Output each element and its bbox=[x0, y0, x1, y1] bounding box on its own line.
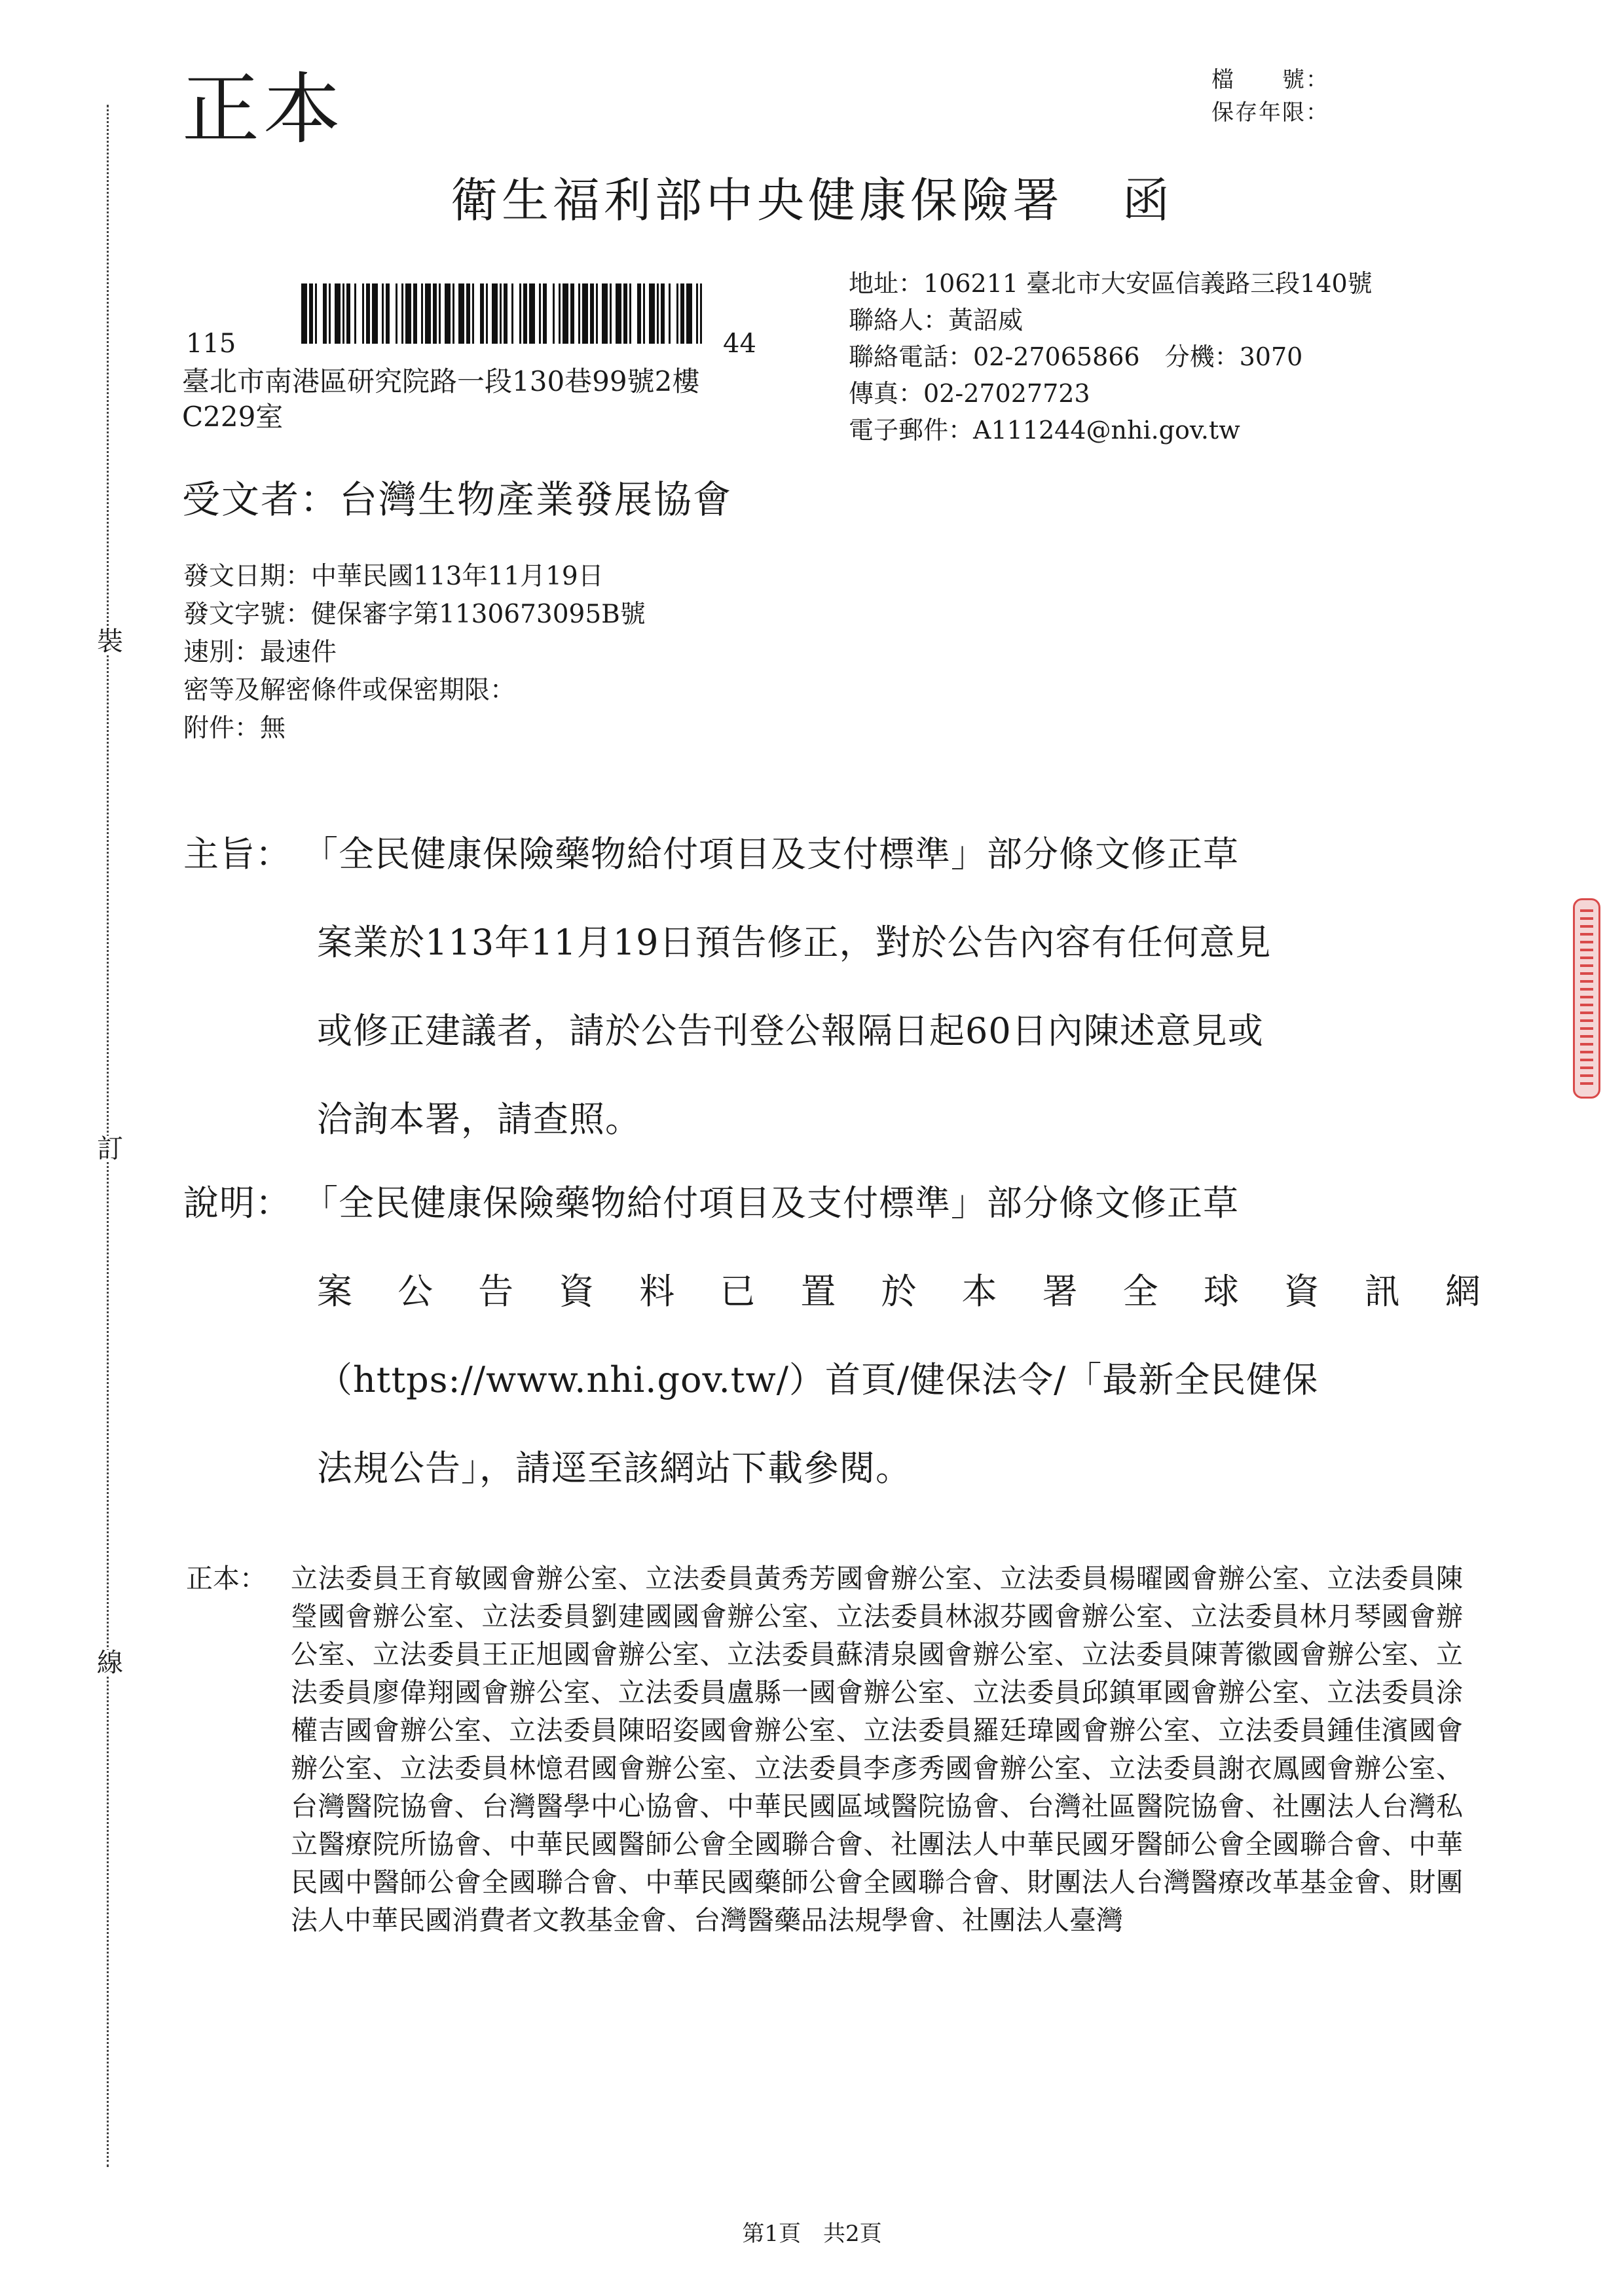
barcode-bar bbox=[523, 283, 527, 344]
contact-fax: 傳真：02-27027723 bbox=[849, 379, 1090, 408]
barcode-bar bbox=[582, 283, 588, 344]
explanation-char: 網 bbox=[1445, 1271, 1481, 1312]
zip-left: 115 bbox=[186, 329, 236, 359]
barcode-bar bbox=[643, 283, 645, 344]
barcode-bar bbox=[421, 283, 423, 344]
barcode-bar bbox=[623, 283, 627, 344]
attachment: 附件：無 bbox=[183, 714, 286, 743]
barcode-bar bbox=[346, 283, 350, 344]
barcode-bar bbox=[661, 283, 665, 344]
explanation-char: 案 bbox=[317, 1271, 353, 1312]
barcode-bar bbox=[472, 283, 474, 344]
document-meta bbox=[183, 558, 646, 748]
barcode-bar bbox=[480, 283, 484, 344]
explanation-char: 置 bbox=[800, 1271, 837, 1312]
archive-retention: 保存年限： bbox=[1211, 100, 1329, 126]
explanation-char: 公 bbox=[397, 1271, 434, 1312]
barcode-bar bbox=[669, 283, 671, 344]
barcode-bar bbox=[590, 283, 594, 344]
explanation-line: （https://www.nhi.gov.tw/）首頁/健保法令/「最新全民健保 bbox=[317, 1359, 1319, 1400]
barcode-bar bbox=[504, 283, 507, 344]
explanation-line: 「全民健康保險藥物給付項目及支付標準」部分條文修正草 bbox=[303, 1182, 1239, 1224]
recipient: 受文者：台灣生物產業發展協會 bbox=[182, 477, 733, 522]
binding-mark-zhuang: 裝 bbox=[97, 627, 123, 657]
subject-line: 案業於113年11月19日預告修正，對於公告內容有任何意見 bbox=[317, 922, 1272, 963]
contact-info bbox=[849, 265, 1373, 448]
barcode-bar bbox=[649, 283, 655, 344]
issue-date: 發文日期：中華民國113年11月19日 bbox=[183, 562, 604, 591]
barcode-bar bbox=[342, 283, 344, 344]
agency-name: 衛生福利部中央健康保險署 bbox=[450, 173, 1063, 228]
binding-mark-xian: 線 bbox=[97, 1648, 123, 1678]
explanation-char: 球 bbox=[1203, 1271, 1240, 1312]
subject-label: 主旨： bbox=[183, 833, 291, 875]
barcode-bar bbox=[433, 283, 437, 344]
barcode-bar bbox=[335, 283, 341, 344]
explanation-line-justified bbox=[317, 1264, 1481, 1314]
barcode-bar bbox=[301, 283, 307, 344]
zip-right: 44 bbox=[723, 329, 756, 359]
barcode-bar bbox=[445, 283, 451, 344]
barcode-bar bbox=[413, 283, 417, 344]
barcode-bar bbox=[637, 283, 641, 344]
urgency: 速別：最速件 bbox=[183, 638, 337, 667]
document-title bbox=[0, 173, 1624, 228]
barcode-bar bbox=[466, 283, 470, 344]
barcode-bar bbox=[425, 283, 431, 344]
explanation-label: 說明： bbox=[183, 1182, 291, 1224]
barcode-bar bbox=[354, 283, 356, 344]
document-number: 發文字號：健保審字第1130673095B號 bbox=[183, 600, 646, 629]
barcode-bar bbox=[396, 283, 397, 344]
explanation-line: 法規公告」，請逕至該網站下載參閱。 bbox=[317, 1448, 912, 1489]
archive-file-number: 檔 號： bbox=[1211, 67, 1329, 93]
barcode-bar bbox=[676, 283, 678, 344]
barcode-bar bbox=[315, 283, 317, 344]
barcode-bar bbox=[511, 283, 513, 344]
explanation-char: 於 bbox=[881, 1271, 917, 1312]
document-kind: 函 bbox=[1122, 173, 1174, 228]
barcode-bar bbox=[486, 283, 488, 344]
explanation-char: 本 bbox=[961, 1271, 998, 1312]
barcode-bar bbox=[405, 283, 411, 344]
contact-email: 電子郵件：A111244@nhi.gov.tw bbox=[849, 416, 1240, 445]
barcode-bar bbox=[309, 283, 313, 344]
binding-mark-ding: 訂 bbox=[97, 1134, 123, 1164]
barcode bbox=[301, 283, 702, 344]
explanation-char: 告 bbox=[478, 1271, 515, 1312]
barcode-bar bbox=[616, 283, 621, 344]
barcode-bar bbox=[563, 283, 568, 344]
explanation-char: 料 bbox=[639, 1271, 676, 1312]
recipient-address bbox=[182, 364, 804, 435]
barcode-bar bbox=[372, 283, 378, 344]
sender-address: 地址：106211 臺北市大安區信義路三段140號 bbox=[849, 269, 1373, 298]
barcode-bar bbox=[657, 283, 659, 344]
barcode-bar bbox=[578, 283, 580, 344]
barcode-bar bbox=[539, 283, 541, 344]
subject-line: 或修正建議者，請於公告刊登公報隔日起60日內陳述意見或 bbox=[317, 1010, 1264, 1051]
page-number: 第1頁 共2頁 bbox=[742, 2221, 882, 2247]
copies-label: 正本： bbox=[186, 1563, 267, 1594]
copies-list: 立法委員王育敏國會辦公室、立法委員黃秀芳國會辦公室、立法委員楊曜國會辦公室、立法委員陳瑩國會辦公室、立法委員劉建國國會辦公室、立法委員林淑芬國會辦公室、立法委員林月琴國會辦公室、立法委員王正旭國會辦公室、立法委員蘇清泉國會辦公室、立法委員陳菁徽國會辦公室、立法委員廖偉翔國會辦公室、立法委員盧縣一國會辦公室、立法委員邱鎮軍國會辦公室、立法委員涂權吉國會辦公室、立法委員陳昭姿國會辦公室、立法委員羅廷瑋國會辦公室、立法委員鍾佳濱國會辦公室、立法委員林憶君國會辦公室、立法委員李彥秀國會辦公室、立法委員謝衣鳳國會辦公室、台灣醫院協會、台灣醫學中心協會、中華民國區域醫院協會、台灣社區醫院協會、社團法人台灣私立醫療院所協會、中華民國醫師公會全國聯合會、社團法人中華民國牙醫師公會全國聯合會、中華民國中醫師公會全國聯合會、中華民國藥師公會全國聯合會、財團法人台灣醫療改革基金會、財團法人中華民國消費者文教基金會、台灣醫藥品法規學會、社團法人臺灣 bbox=[291, 1563, 1463, 1936]
explanation-char: 資 bbox=[559, 1271, 595, 1312]
contact-person: 聯絡人：黃詔威 bbox=[849, 306, 1024, 335]
barcode-bar bbox=[452, 283, 454, 344]
barcode-bar bbox=[492, 283, 498, 344]
explanation-char: 訊 bbox=[1364, 1271, 1401, 1312]
barcode-bar bbox=[596, 283, 598, 344]
barcode-bar bbox=[629, 283, 631, 344]
explanation-char: 已 bbox=[720, 1271, 756, 1312]
explanation-char: 署 bbox=[1042, 1271, 1079, 1312]
barcode-bar bbox=[680, 283, 684, 344]
barcode-bar bbox=[362, 283, 364, 344]
barcode-bar bbox=[366, 283, 370, 344]
barcode-bar bbox=[570, 283, 574, 344]
subject-line: 洽詢本署，請查照。 bbox=[317, 1099, 641, 1140]
barcode-bar bbox=[439, 283, 441, 344]
barcode-bar bbox=[610, 283, 612, 344]
barcode-bar bbox=[602, 283, 608, 344]
barcode-bar bbox=[401, 283, 403, 344]
barcode-bar bbox=[686, 283, 692, 344]
barcode-bar bbox=[543, 283, 547, 344]
barcode-bar bbox=[529, 283, 535, 344]
barcode-bar bbox=[323, 283, 327, 344]
explanation-char: 全 bbox=[1122, 1271, 1159, 1312]
barcode-bar bbox=[382, 283, 384, 344]
barcode-bar bbox=[329, 283, 331, 344]
barcode-bar bbox=[696, 283, 698, 344]
barcode-bar bbox=[500, 283, 502, 344]
barcode-bar bbox=[700, 283, 702, 344]
secrecy-level: 密等及解密條件或保密期限： bbox=[183, 676, 516, 705]
explanation-char: 資 bbox=[1283, 1271, 1320, 1312]
contact-phone: 聯絡電話：02-27065866 分機：3070 bbox=[849, 342, 1303, 371]
barcode-bar bbox=[519, 283, 521, 344]
barcode-bar bbox=[458, 283, 464, 344]
barcode-bar bbox=[559, 283, 561, 344]
recipient-address-line1: 臺北市南港區研究院路一段130巷99號2樓 bbox=[182, 365, 700, 397]
original-copy-stamp: 正本 bbox=[182, 64, 345, 155]
seal-mark bbox=[1573, 898, 1600, 1099]
subject-line: 「全民健康保險藥物給付項目及支付標準」部分條文修正草 bbox=[303, 833, 1239, 875]
barcode-bar bbox=[386, 283, 390, 344]
recipient-address-line2: C229室 bbox=[182, 401, 284, 433]
barcode-bar bbox=[553, 283, 555, 344]
